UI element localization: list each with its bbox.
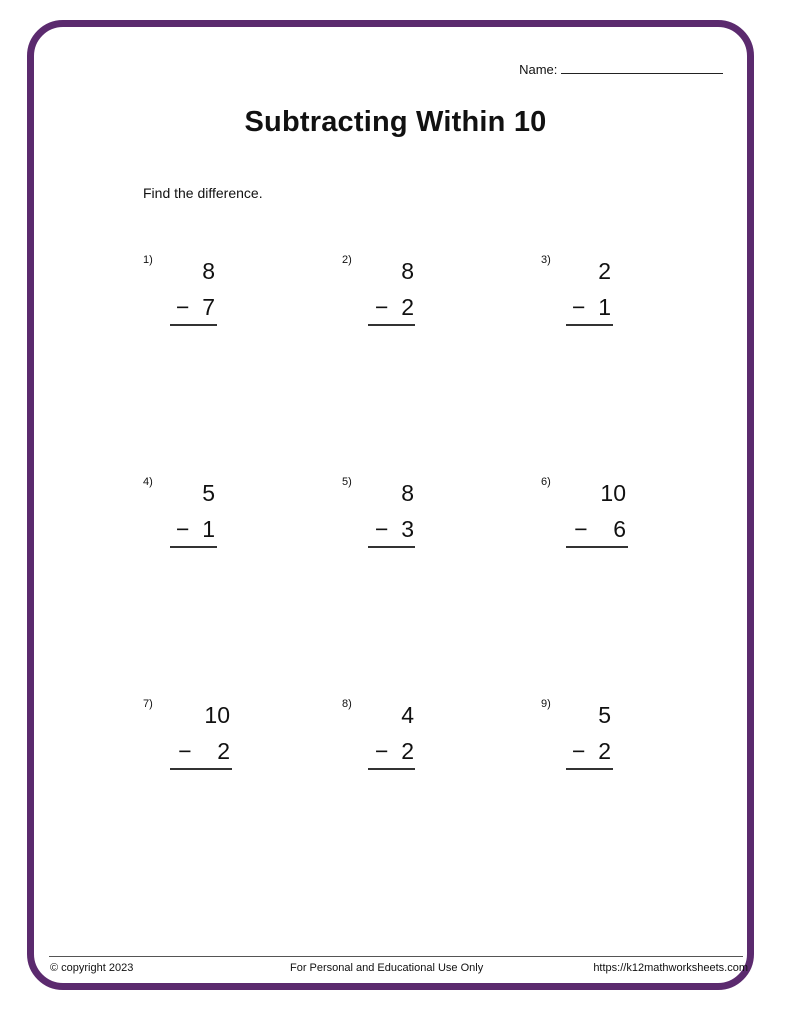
problem-number: 7) xyxy=(143,698,153,710)
minuend: 4 xyxy=(401,702,414,728)
instructions: Find the difference. xyxy=(143,185,263,201)
minuend: 8 xyxy=(401,258,414,284)
problem-number: 6) xyxy=(541,476,551,488)
problem-2 xyxy=(342,254,472,344)
problem-1 xyxy=(143,254,273,344)
subtrahend: − 2 xyxy=(571,738,611,764)
problem-8 xyxy=(342,698,472,788)
minuend: 2 xyxy=(598,258,611,284)
minuend: 10 xyxy=(600,480,626,506)
name-blank-line[interactable] xyxy=(561,61,723,74)
answer-line xyxy=(170,768,232,770)
problem-5 xyxy=(342,476,472,566)
problem-4 xyxy=(143,476,273,566)
footer-copyright: © copyright 2023 xyxy=(50,962,134,974)
minuend: 5 xyxy=(202,480,215,506)
answer-line xyxy=(566,324,613,326)
answer-line xyxy=(368,546,415,548)
problem-6 xyxy=(541,476,671,566)
subtrahend: − 1 xyxy=(571,294,611,320)
subtrahend: − 6 xyxy=(574,516,626,542)
problem-number: 4) xyxy=(143,476,153,488)
answer-line xyxy=(368,768,415,770)
answer-line xyxy=(170,546,217,548)
name-label: Name: xyxy=(519,62,561,77)
subtrahend: − 2 xyxy=(374,738,414,764)
subtrahend: − 7 xyxy=(175,294,215,320)
problem-number: 5) xyxy=(342,476,352,488)
worksheet-title: Subtracting Within 10 xyxy=(244,106,547,138)
answer-line xyxy=(566,546,628,548)
problem-9 xyxy=(541,698,671,788)
minuend: 8 xyxy=(202,258,215,284)
answer-line xyxy=(566,768,613,770)
subtrahend: − 2 xyxy=(374,294,414,320)
footer-url[interactable]: https://k12mathworksheets.com xyxy=(593,962,748,974)
problem-number: 8) xyxy=(342,698,352,710)
footer-divider xyxy=(49,956,743,957)
name-field[interactable] xyxy=(519,61,723,77)
subtrahend: − 3 xyxy=(374,516,414,542)
problem-number: 2) xyxy=(342,254,352,266)
footer-usage: For Personal and Educational Use Only xyxy=(290,962,484,974)
problem-number: 1) xyxy=(143,254,153,266)
minuend: 10 xyxy=(204,702,230,728)
subtrahend: − 2 xyxy=(178,738,230,764)
answer-line xyxy=(368,324,415,326)
answer-line xyxy=(170,324,217,326)
problem-number: 3) xyxy=(541,254,551,266)
subtrahend: − 1 xyxy=(175,516,215,542)
minuend: 5 xyxy=(598,702,611,728)
problem-7 xyxy=(143,698,273,788)
minuend: 8 xyxy=(401,480,414,506)
problem-3 xyxy=(541,254,671,344)
problem-number: 9) xyxy=(541,698,551,710)
